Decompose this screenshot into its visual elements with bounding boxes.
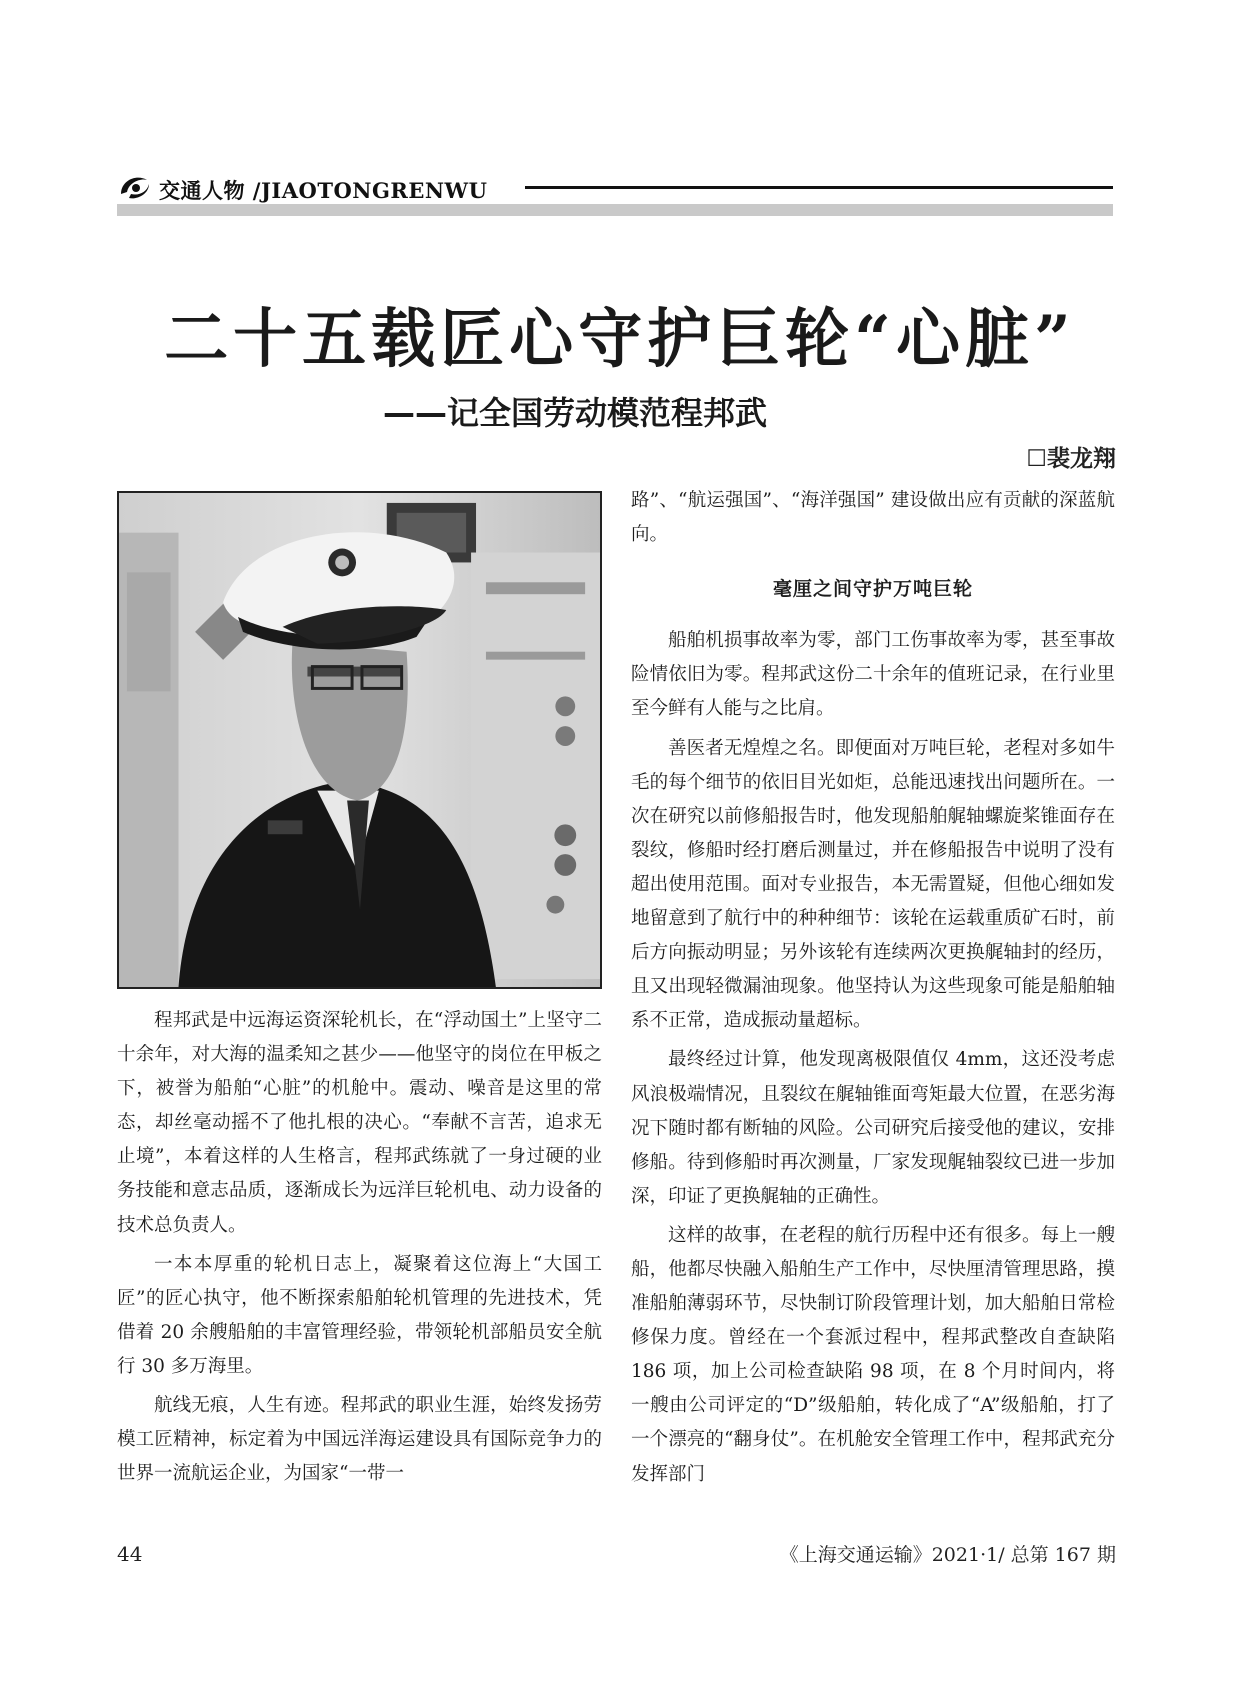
article-title: 二十五载匠心守护巨轮“心脏”: [164, 302, 1076, 377]
body-paragraph: 航线无痕，人生有迹。程邦武的职业生涯，始终发扬劳模工匠精神，标定着为中国远洋海运建设具有国际竞争力的世界一流航运企业，为国家“一带一: [117, 1395, 602, 1485]
body-paragraph: 最终经过计算，他发现离极限值仅 4mm，这还没考虑风浪极端情况，且裂纹在艉轴锥面弯矩最大位置，在恶劣海况下随时都有断轴的风险。公司研究后接受他的建议，安排修船。待到修船时再次测量，厂家发现艉轴裂纹已进一步加深，印证了更换艉轴的正确性。: [631, 1049, 1115, 1207]
body-paragraph: 一本本厚重的轮机日志上，凝聚着这位海上“大国工匠”的匠心执守，他不断探索船舶轮机管理的先进技术，凭借着 20 余艘船舶的丰富管理经验，带领轮机部船员安全航行 30 多万海里。: [117, 1253, 602, 1377]
body-paragraph: 船舶机损事故率为零，部门工伤事故率为零，甚至事故险情依旧为零。程邦武这份二十余年的值班记录，在行业里至今鲜有人能与之比肩。: [631, 630, 1115, 720]
article-subtitle: ——记全国劳动模范程邦武: [383, 394, 768, 432]
body-paragraph: 这样的故事，在老程的航行历程中还有很多。每上一艘船，他都尽快融入船舶生产工作中，尽快厘清管理思路，摸准船舶薄弱环节，尽快制订阶段管理计划，加大船舶日常检修保力度。曾经在一个套派过程中，程邦武整改自查缺陷 186 项，加上公司检查缺陷 98 项，在 8 个月时间内，将一艘由公司评定的“D”级船舶，转化成了“A”级船舶，打了一个漂亮的“翻身仗”。在机舱安全管理工作中，程邦武充分发挥部门: [631, 1224, 1115, 1485]
body-paragraph: 程邦武是中远海运资深轮机长，在“浮动国土”上坚守二十余年，对大海的温柔知之甚少——他坚守的岗位在甲板之下，被誉为船舶“心脏”的机舱中。震动、噪音是这里的常态，却丝毫动摇不了他扎根的决心。“奉献不言苦，追求无止境”，本着这样的人生格言，程邦武练就了一身过硬的业务技能和意志品质，逐渐成长为远洋巨轮机电、动力设备的技术总负责人。: [117, 1010, 602, 1236]
portrait-illustration: [119, 493, 600, 987]
body-paragraph: 善医者无煌煌之名。即便面对万吨巨轮，老程对多如牛毛的每个细节的依旧目光如炬，总能迅速找出问题所在。一次在研究以前修船报告时，他发现船舶艉轴螺旋桨锥面存在裂纹，修船时经打磨后测量过，并在修船报告中说明了没有超出使用范围。面对专业报告，本无需置疑，但他心细如发地留意到了航行中的种种细节：该轮在运载重质矿石时，前后方向振动明显；另外该轮有连续两次更换艉轴封的经历，且又出现轻微漏油现象。他坚持认为这些现象可能是船舶轴系不正常，造成振动量超标。: [631, 737, 1115, 1032]
magazine-logo-icon: [117, 172, 153, 202]
body-paragraph-continuation: 路”、“航运强国”、“海洋强国” 建设做出应有贡献的深蓝航向。: [631, 490, 1115, 546]
section-header: [117, 170, 1113, 218]
section-heading: 毫厘之间守护万吨巨轮: [772, 578, 973, 601]
officer-portrait-photo: [117, 491, 602, 989]
section-label: 交通人物 /JIAOTONGRENWU: [159, 178, 488, 203]
journal-info: 《上海交通运输》2021·1/ 总第 167 期: [779, 1544, 1116, 1566]
article-right-column: [631, 484, 1115, 1497]
article-left-column: [117, 1004, 602, 1496]
header-band: [117, 204, 1113, 216]
page-number: 44: [117, 1542, 143, 1566]
author-byline: ☐裴龙翔: [1026, 446, 1116, 472]
header-rule: [525, 186, 1113, 189]
